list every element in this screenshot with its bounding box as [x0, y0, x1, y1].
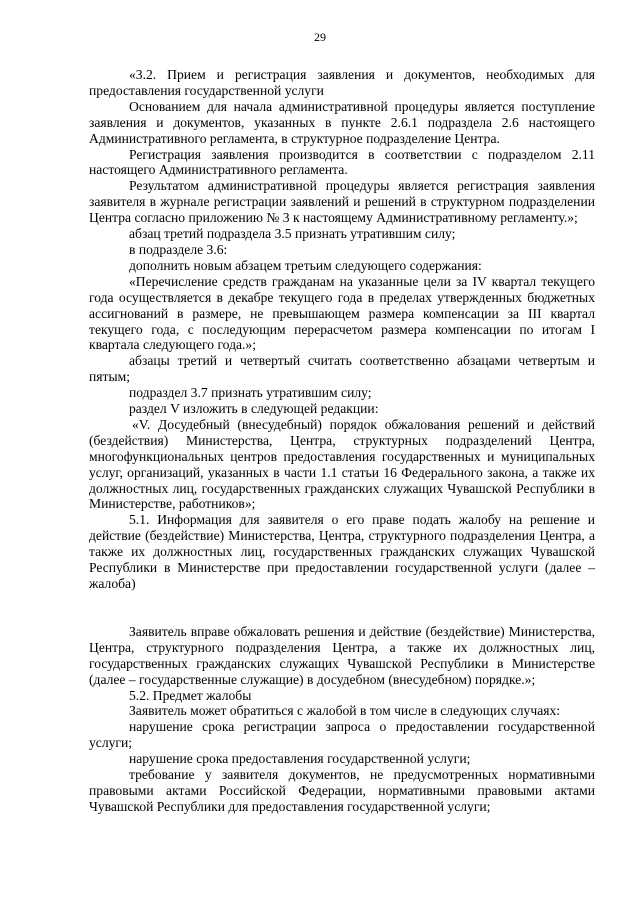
section-5-2-heading: 5.2. Предмет жалобы: [129, 687, 252, 703]
paragraph-add-new: дополнить новым абзацем третьим следующего содержания:: [129, 257, 482, 273]
paragraph-grounds: Основанием для начала административной процедуры является поступление заявления и документов, указанных в пункте 2.6.1 подраздела 2.6 настоящего Административного регламента, в структурное подразделение Центра.: [89, 98, 595, 146]
list-item-registration-violation: нарушение срока регистрации запроса о предоставлении государственной услуги;: [89, 719, 595, 751]
blank-gap: [89, 592, 595, 624]
section-3-2-heading: «3.2. Прием и регистрация заявления и документов, необходимых для предоставления государственной услуги: [89, 67, 595, 98]
paragraph-5-1: 5.1. Информация для заявителя о его праве подать жалобу на решение и действие (бездействие) Министерства, Центра, структурного подразделения Центра, а также их должностных лиц, государственных гражданских служащих Чувашской Республики в Министерстве при предоставлении государственной услуги (далее – жалоба): [89, 512, 595, 591]
paragraph-cases-intro: Заявитель может обратиться с жалобой в том числе в следующих случаях:: [129, 703, 561, 719]
section-v-heading: «V. Досудебный (внесудебный) порядок обжалования решений и действий (бездействия) Министерства, Центра, структурных подразделений Центра, многофункциональных центров предоставления государственных и муниципальных услуг, организаций, указанных в части 1.1 статьи 16 Федерального закона, а также их должностных лиц, государственных гражданских служащих Чувашской Республики в Министерстве, работников»;: [89, 416, 595, 512]
paragraph-subsection-3-7: подраздел 3.7 признать утратившим силу;: [129, 385, 372, 401]
paragraph-section-v: раздел V изложить в следующей редакции:: [129, 401, 379, 417]
paragraph-transfer-funds: «Перечисление средств гражданам на указанные цели за IV квартал текущего года осуществляется в декабре текущего года в пределах утвержденных бюджетных ассигнований в размере, не превышающем размера компенсации за III квартал текущего года, с последующим перерасчетом размера компенсации по итогам I квартала следующего года.»;: [89, 273, 595, 353]
paragraph-appeal-right: Заявитель вправе обжаловать решения и действие (бездействие) Министерства, Центра, структурного подразделения Центра, а также их должностных лиц, государственных гражданских служащих Чувашской Республики в Министерстве (далее – государственные служащие) в досудебном (внесудебном) порядке.»;: [89, 623, 595, 687]
list-item-provision-violation: нарушение срока предоставления государственной услуги;: [129, 751, 471, 767]
paragraph-renumber: абзацы третий и четвертый считать соответственно абзацами четвертым и пятым;: [89, 353, 595, 385]
paragraph-registration: Регистрация заявления производится в соответствии с подразделом 2.11 настоящего Административного регламента.: [89, 146, 595, 178]
paragraph-subsection-3-6: в подразделе 3.6:: [129, 241, 228, 257]
document-body: [89, 67, 595, 815]
page-number: 29: [314, 30, 326, 44]
list-item-documents-requirement: требование у заявителя документов, не предусмотренных нормативными правовыми актами Российской Федерации, нормативными правовыми актами Чувашской Республики для предоставления государственной услуги;: [89, 767, 595, 814]
paragraph-result: Результатом административной процедуры является регистрация заявления заявителя в журнале регистрации заявлений и решений в структурном подразделении Центра согласно приложению № 3 к настоящему Административному регламенту.»;: [89, 178, 595, 226]
paragraph-subsection-3-5: абзац третий подраздела 3.5 признать утратившим силу;: [129, 226, 456, 242]
